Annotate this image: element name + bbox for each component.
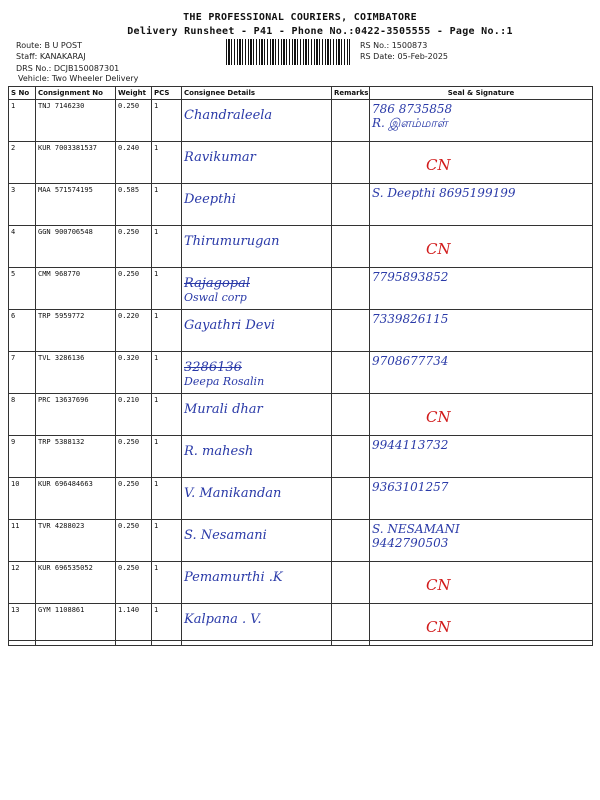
row-remarks: [332, 184, 370, 226]
row-signature: [370, 520, 593, 562]
row-weight: 0.220: [116, 310, 152, 352]
row-consignment: KUR 696484663: [36, 478, 116, 520]
signature-text: S. NESAMANI: [372, 522, 460, 536]
table-row: [9, 520, 593, 562]
row-consignment: KUR 696535052: [36, 562, 116, 604]
company-title: THE PROFESSIONAL COURIERS, COIMBATORE: [183, 12, 417, 23]
col-consignee-header: Consignee Details: [182, 87, 332, 100]
col-seal-header: Seal & Signature: [370, 87, 593, 100]
row-sno: 13: [9, 604, 36, 646]
cn-mark: CN: [426, 408, 451, 426]
row-pcs: 1: [152, 394, 182, 436]
row-pcs: 1: [152, 268, 182, 310]
row-weight: 0.250: [116, 436, 152, 478]
row-sno: 11: [9, 520, 36, 562]
table-row: [9, 100, 593, 142]
row-sno: 1: [9, 100, 36, 142]
signature-text: 9944113732: [372, 438, 449, 452]
row-signature: [370, 268, 593, 310]
row-pcs: 1: [152, 100, 182, 142]
row-sno: 2: [9, 142, 36, 184]
consignee-name: S. Nesamani: [184, 528, 267, 543]
signature-text: 9708677734: [372, 354, 449, 368]
row-sno: 6: [9, 310, 36, 352]
consignee-name: 3286136: [184, 360, 242, 375]
row-consignment: CMM 968770: [36, 268, 116, 310]
table-row: [9, 562, 593, 604]
row-signature: [370, 184, 593, 226]
consignee-name: Pemamurthi .K: [184, 570, 283, 585]
row-consignee: [182, 100, 332, 142]
col-consignment-header: Consignment No: [36, 87, 116, 100]
cn-mark: CN: [426, 240, 451, 258]
row-weight: 0.240: [116, 142, 152, 184]
table-row: [9, 436, 593, 478]
row-remarks: [332, 562, 370, 604]
table-header-row: [9, 87, 593, 100]
row-consignment: TRP 5388132: [36, 436, 116, 478]
barcode: [226, 39, 350, 65]
row-consignment: PRC 13637696: [36, 394, 116, 436]
row-remarks: [332, 436, 370, 478]
consignee-name: V. Manikandan: [184, 486, 282, 501]
signature-text: 7339826115: [372, 312, 449, 326]
cn-mark: CN: [426, 618, 451, 636]
consignee-name: Rajagopal: [184, 276, 250, 291]
row-consignment: KUR 7003381537: [36, 142, 116, 184]
row-consignee: [182, 352, 332, 394]
route-label: Route: B U POST: [16, 41, 82, 50]
row-signature: [370, 100, 593, 142]
row-sno: 7: [9, 352, 36, 394]
signature-text: 786 8735858: [372, 102, 453, 116]
row-signature: [370, 562, 593, 604]
consignee-name: Murali dhar: [184, 402, 263, 417]
vehicle-label: Vehicle: Two Wheeler Delivery: [18, 74, 139, 83]
consignee-name: Deepthi: [184, 192, 236, 207]
row-pcs: 1: [152, 478, 182, 520]
row-signature: [370, 310, 593, 352]
cn-mark: CN: [426, 156, 451, 174]
table-row: [9, 478, 593, 520]
row-consignee: [182, 394, 332, 436]
row-remarks: [332, 520, 370, 562]
row-sno: 5: [9, 268, 36, 310]
row-consignment: GGN 900706548: [36, 226, 116, 268]
consignee-name: Kalpana . V.: [184, 612, 262, 627]
row-consignee: [182, 310, 332, 352]
col-remarks-header: Remarks: [332, 87, 370, 100]
row-pcs: 1: [152, 604, 182, 646]
row-remarks: [332, 226, 370, 268]
row-weight: 1.140: [116, 604, 152, 646]
staff-label: Staff: KANAKARAJ: [16, 52, 86, 61]
row-sno: 4: [9, 226, 36, 268]
col-weight-header: Weight: [116, 87, 152, 100]
row-consignee: [182, 184, 332, 226]
row-consignment: TRP 5959772: [36, 310, 116, 352]
row-sno: 10: [9, 478, 36, 520]
consignee-extra: Deepa Rosalin: [184, 375, 265, 388]
row-consignee: [182, 436, 332, 478]
table-row: [9, 394, 593, 436]
consignee-name: Gayathri Devi: [184, 318, 275, 333]
row-pcs: 1: [152, 562, 182, 604]
row-remarks: [332, 310, 370, 352]
row-weight: 0.250: [116, 520, 152, 562]
row-weight: 0.250: [116, 226, 152, 268]
table-row: [9, 226, 593, 268]
consignee-name: Thirumurugan: [184, 234, 280, 249]
row-pcs: 1: [152, 520, 182, 562]
row-signature: [370, 142, 593, 184]
row-weight: 0.250: [116, 100, 152, 142]
row-consignee: [182, 520, 332, 562]
row-signature: [370, 226, 593, 268]
row-sno: 9: [9, 436, 36, 478]
row-sno: 8: [9, 394, 36, 436]
table-row: [9, 142, 593, 184]
signature-text-2: 9442790503: [372, 536, 449, 550]
rs-number: RS No.: 1500873: [360, 41, 428, 50]
row-consignment: TNJ 7146230: [36, 100, 116, 142]
row-remarks: [332, 394, 370, 436]
row-remarks: [332, 142, 370, 184]
consignee-name: R. mahesh: [184, 444, 254, 459]
row-sno: 3: [9, 184, 36, 226]
row-consignee: [182, 142, 332, 184]
row-consignment: TVL 3286136: [36, 352, 116, 394]
row-pcs: 1: [152, 352, 182, 394]
row-remarks: [332, 352, 370, 394]
row-weight: 0.320: [116, 352, 152, 394]
row-pcs: 1: [152, 226, 182, 268]
drs-label: DRS No.: DCJB150087301: [16, 64, 120, 73]
col-sno-header: S No: [9, 87, 36, 100]
table-row: [9, 184, 593, 226]
row-pcs: 1: [152, 184, 182, 226]
consignee-extra: Oswal corp: [184, 291, 247, 304]
table-row: [9, 310, 593, 352]
row-weight: 0.585: [116, 184, 152, 226]
consignee-name: Ravikumar: [184, 150, 256, 165]
row-pcs: 1: [152, 142, 182, 184]
runsheet-table: [8, 86, 593, 646]
row-weight: 0.250: [116, 268, 152, 310]
signature-text: 7795893852: [372, 270, 449, 284]
table-row: [9, 268, 593, 310]
row-sno: 12: [9, 562, 36, 604]
signature-text-2: R. இளம்மாள்: [372, 116, 448, 130]
col-pcs-header: PCS: [152, 87, 182, 100]
runsheet-subtitle: Delivery Runsheet - P41 - Phone No.:0422-3505555 - Page No.:1: [127, 26, 513, 37]
cn-mark: CN: [426, 576, 451, 594]
row-signature: [370, 478, 593, 520]
signature-text: S. Deepthi 8695199199: [372, 186, 516, 200]
row-consignment: GYM 1108861: [36, 604, 116, 646]
row-remarks: [332, 100, 370, 142]
row-remarks: [332, 478, 370, 520]
signature-text: 9363101257: [372, 480, 449, 494]
rs-date: RS Date: 05-Feb-2025: [360, 52, 449, 61]
table-row: [9, 352, 593, 394]
row-weight: 0.250: [116, 562, 152, 604]
row-signature: [370, 352, 593, 394]
table-bottom-rule: [8, 640, 592, 641]
row-weight: 0.250: [116, 478, 152, 520]
row-pcs: 1: [152, 436, 182, 478]
row-consignment: MAA 571574195: [36, 184, 116, 226]
row-consignee: [182, 226, 332, 268]
row-pcs: 1: [152, 310, 182, 352]
row-signature: [370, 436, 593, 478]
row-remarks: [332, 268, 370, 310]
row-consignment: TVR 4288023: [36, 520, 116, 562]
row-weight: 0.210: [116, 394, 152, 436]
consignee-name: Chandraleela: [184, 108, 273, 123]
row-consignee: [182, 478, 332, 520]
row-signature: [370, 394, 593, 436]
row-consignee: [182, 562, 332, 604]
row-consignee: [182, 268, 332, 310]
